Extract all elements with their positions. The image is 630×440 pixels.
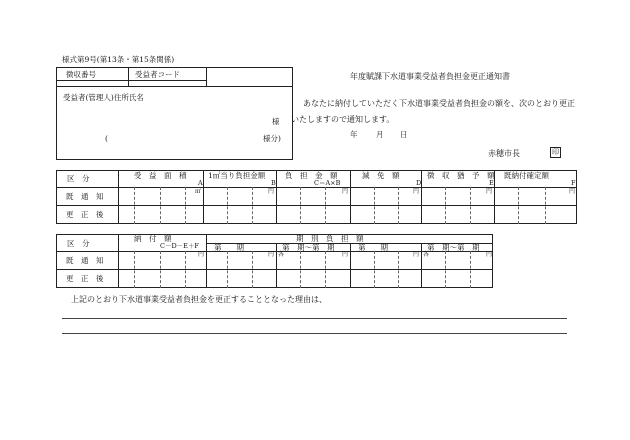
date-month: 月 [376,130,384,139]
date-year: 年 [350,130,358,139]
t1-col-deferral-code: E [489,179,494,187]
t1-col-reduction-code: D [416,179,422,187]
t2-unit-yen-4: 円 [413,251,420,258]
t2-sub-period-2: 第 期 [358,243,388,252]
t1-col-per-sqm-code: B [271,179,276,187]
body-text-2: いたしますので通知します。 [291,115,395,124]
t2-each-2: 各 [423,251,430,258]
t1-col-area: 受 益 面 積 [134,171,187,180]
t1-col-per-sqm: 1㎡当り負担金額 [208,171,266,180]
t1-col-paid: 既納付確定額 [504,171,549,180]
recipient-label: 受益者(管理人)住所氏名 [63,93,144,102]
notice-no-label: 徴収番号 [66,70,96,79]
t2-col-payment-code: C－D－E＋F [160,242,199,250]
t2-unit-yen-5: 円 [486,251,493,258]
t2-col-payment: 納 付 額 [134,234,172,243]
t2-sub-period-1: 第 期 [214,243,244,252]
reason-line-1 [62,318,567,319]
paren-right-sama: 様分) [263,134,281,143]
t1-col-deferral: 徴 収 猶 予 額 [427,171,495,180]
t1-col-kubun: 区 分 [67,174,90,183]
recipient-sama: 様 [272,117,280,126]
t2-col-kubun: 区 分 [67,239,90,248]
t2-period-header: 期 別 負 担 額 [296,234,364,243]
form-id: 様式第9号(第13条・第15条関係) [62,55,175,64]
t1-row-prev-notice: 既 通 知 [66,192,104,201]
t1-col-burden: 負 担 金 額 [285,171,338,180]
t1-unit-sqm: ㎡ [195,188,202,195]
reason-line-2 [62,333,567,334]
body-text-1: あなたに納付していただく下水道事業受益者負担金の額を、次のとおり更正 [303,99,575,108]
t2-sub-period-range-2: 第 期～第 期 [427,243,480,252]
t1-row-after-correction: 更 正 後 [66,210,104,219]
t2-unit-yen-1: 円 [198,251,205,258]
t1-col-burden-code: C＝A×B [314,179,341,187]
t2-unit-yen-3: 円 [342,251,349,258]
t1-unit-yen-e: 円 [486,188,493,195]
paren-left: ( [105,134,108,143]
t2-row-after-correction: 更 正 後 [66,274,104,283]
t1-col-area-code: A [198,179,203,187]
t1-col-paid-code: F [571,179,576,187]
t1-unit-yen-d: 円 [413,188,420,195]
t2-each-1: 各 [278,251,285,258]
t2-row-prev-notice: 既 通 知 [66,256,104,265]
reason-text: 上記のとおり下水道事業受益者負担金を更正することとなった理由は、 [71,295,327,304]
beneficiary-code-label: 受益者コード [135,70,180,79]
document-title: 年度賦課下水道事業受益者負担金更正通知書 [350,72,510,81]
t1-unit-yen-c: 円 [342,188,349,195]
t2-sub-period-range-1: 第 期～第 期 [282,243,335,252]
t1-col-reduction: 減 免 額 [362,171,400,180]
date-day: 日 [400,130,408,139]
t1-unit-yen-f: 円 [569,188,576,195]
seal-mark: 印 [552,148,559,156]
t2-unit-yen-2: 円 [268,251,275,258]
issuer: 赤穂市長 [488,149,520,158]
t1-unit-yen-b: 円 [268,188,275,195]
